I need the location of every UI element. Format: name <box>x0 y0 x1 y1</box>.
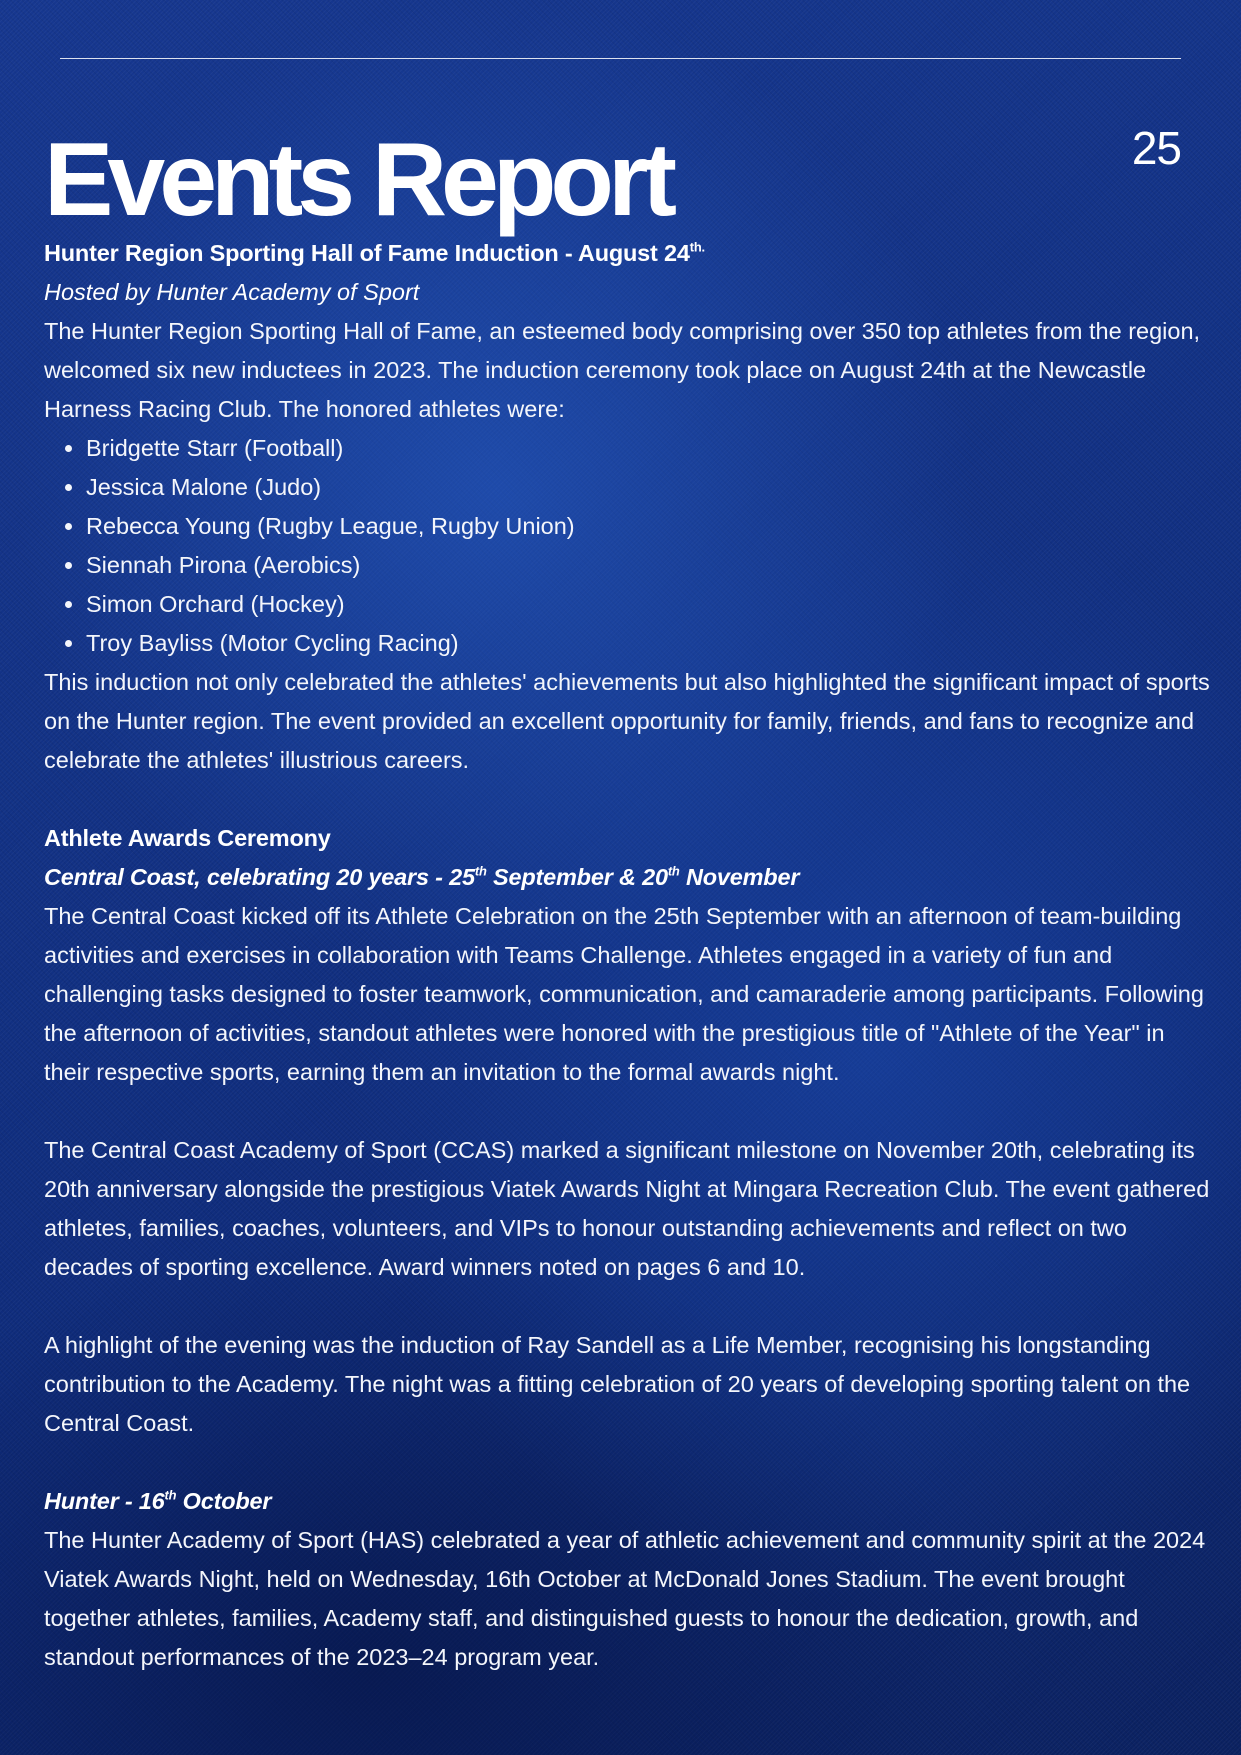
section-subtitle-host: Hosted by Hunter Academy of Sport <box>44 279 420 305</box>
central-coast-paragraph-3: A highlight of the evening was the induction of Ray Sandell as a Life Member, recognising his longstanding contribution to the Academy. The night was a fitting celebration of 20 years of developing sporting talent on the Central Coast. <box>44 1332 1191 1436</box>
spacer <box>44 1443 1214 1482</box>
central-coast-paragraph-1: The Central Coast kicked off its Athlete Celebration on the 25th September with an afternoon of team-building activities and exercises in collaboration with Teams Challenge. Athletes engaged in a variety of fun and challenging tasks designed to foster teamwork, communication, and camaraderie among participants. Following the afternoon of activities, standout athletes were honored with the prestigious title of "Athlete of the Year" in their respective sports, earning them an invitation to the formal awards night. <box>44 903 1204 1085</box>
section-subtitle-central-coast <box>44 858 1214 897</box>
top-divider <box>60 58 1181 59</box>
section-heading-hall-of-fame <box>44 234 1214 273</box>
hall-of-fame-intro: The Hunter Region Sporting Hall of Fame, an esteemed body comprising over 350 top athletes from the region, welcomed six new inductees in 2023. The induction ceremony took place on August 24th at the Newcastle Harness Racing Club. The honored athletes were: <box>44 318 1201 422</box>
hall-of-fame-closing: This induction not only celebrated the athletes' achievements but also highlighted the significant impact of sports on the Hunter region. The event provided an excellent opportunity for family, friends, and fans to recognize and celebrate the athletes' illustrious careers. <box>44 669 1210 773</box>
subtitle-text: November <box>679 864 800 890</box>
heading-superscript: th. <box>689 239 705 255</box>
subtitle-superscript: th <box>164 1487 177 1503</box>
spacer <box>44 1092 1214 1131</box>
page-number: 25 <box>1131 122 1181 174</box>
subtitle-text: September & 20 <box>486 864 668 890</box>
subtitle-superscript: th <box>667 863 680 879</box>
list-item: • Rebecca Young (Rugby League, Rugby Union) <box>86 507 1214 546</box>
subtitle-text: Central Coast, celebrating 20 years - 25 <box>44 864 475 890</box>
article-body <box>44 234 1214 1677</box>
list-item: • Siennah Pirona (Aerobics) <box>86 546 1214 585</box>
list-item: • Simon Orchard (Hockey) <box>86 585 1214 624</box>
inductee-list <box>44 429 1214 663</box>
list-item: • Troy Bayliss (Motor Cycling Racing) <box>86 624 1214 663</box>
list-item: • Bridgette Starr (Football) <box>86 429 1214 468</box>
heading-text: Hunter Region Sporting Hall of Fame Induction - August 24 <box>44 240 690 266</box>
spacer <box>44 1287 1214 1326</box>
section-heading-awards: Athlete Awards Ceremony <box>44 825 331 851</box>
central-coast-paragraph-2: The Central Coast Academy of Sport (CCAS) marked a significant milestone on November 20th, celebrating its 20th anniversary alongside the prestigious Viatek Awards Night at Mingara Recreation Club. The event gathered athletes, families, coaches, volunteers, and VIPs to honour outstanding achievements and reflect on two decades of sporting excellence. Award winners noted on pages 6 and 10. <box>44 1137 1210 1280</box>
subtitle-text: October <box>176 1488 272 1514</box>
list-item: • Jessica Malone (Judo) <box>86 468 1214 507</box>
subtitle-text: Hunter - 16 <box>44 1488 165 1514</box>
page-title: Events Report <box>44 122 672 238</box>
hunter-paragraph: The Hunter Academy of Sport (HAS) celebrated a year of athletic achievement and community spirit at the 2024 Viatek Awards Night, held on Wednesday, 16th October at McDonald Jones Stadium. The event brought together athletes, families, Academy staff, and distinguished guests to honour the dedication, growth, and standout performances of the 2023–24 program year. <box>44 1527 1206 1670</box>
subtitle-superscript: th <box>474 863 487 879</box>
spacer <box>44 780 1214 819</box>
section-subtitle-hunter <box>44 1482 1214 1521</box>
